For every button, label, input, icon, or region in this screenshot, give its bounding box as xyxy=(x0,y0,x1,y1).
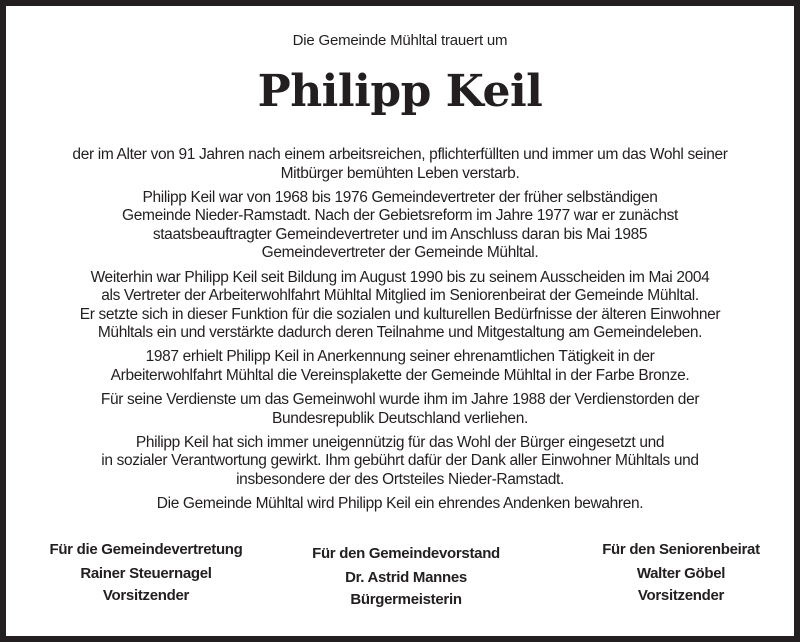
signature-for: Für den Seniorenbeirat xyxy=(602,541,760,558)
signature-role: Bürgermeisterin xyxy=(350,591,462,608)
deceased-name: Philipp Keil xyxy=(257,66,543,117)
signature-gemeindevorstand xyxy=(276,543,536,611)
intro-line: Die Gemeinde Mühltal trauert um xyxy=(292,32,508,49)
text-line: Die Gemeinde Mühltal wird Philipp Keil ein ehrendes Andenken bewahren. xyxy=(156,495,644,513)
text-line: Mitbürger bemühten Leben verstarb. xyxy=(280,164,520,182)
paragraph xyxy=(6,146,794,183)
paragraph xyxy=(6,391,794,428)
text-line: staatsbeauftragter Gemeindevertreter und im Anschluss daran bis Mai 1985 xyxy=(152,225,648,243)
signature-role: Vorsitzender xyxy=(102,587,190,604)
signature-for: Für den Gemeindevorstand xyxy=(312,545,500,562)
text-line: in sozialer Verantwortung gewirkt. Ihm gebührt dafür der Dank aller Einwohner Mühltals und xyxy=(101,452,699,470)
text-line: der im Alter von 91 Jahren nach einem arbeitsreichen, pflichterfüllten und immer um das Wohl seiner xyxy=(72,146,728,163)
signature-seniorenbeirat xyxy=(551,539,800,607)
signature-role: Vorsitzender xyxy=(637,587,725,604)
text-line: Philipp Keil hat sich immer uneigennützig für das Wohl der Bürger eingesetzt und xyxy=(135,433,665,451)
paragraph xyxy=(6,189,794,263)
text-line: Gemeinde Nieder-Ramstadt. Nach der Gebietsreform im Jahre 1977 war er zunächst xyxy=(122,207,678,225)
text-line: Er setzte sich in dieser Funktion für die sozialen und kulturellen Bedürfnisse der älteren Einwohner xyxy=(79,305,721,323)
text-line: Für seine Verdienste um das Gemeinwohl wurde ihm im Jahre 1988 der Verdienstorden der xyxy=(100,391,700,409)
paragraph xyxy=(6,434,794,490)
text-line: Mühltals ein und verstärkte dadurch deren Teilnahme und Mitgestaltung am Gemeindeleben. xyxy=(97,324,703,342)
signature-for: Für die Gemeindevertretung xyxy=(49,541,243,558)
signature-name: Rainer Steuernagel xyxy=(80,565,212,582)
text-line: Philipp Keil war von 1968 bis 1976 Gemeindevertreter der früher selbständigen xyxy=(142,188,658,206)
paragraph xyxy=(6,269,794,343)
obituary-text xyxy=(6,146,794,519)
text-line: Gemeindevertreter der Gemeinde Mühltal. xyxy=(261,244,539,262)
signature-gemeindevertretung xyxy=(16,539,276,607)
text-line: als Vertreter der Arbeiterwohlfahrt Mühltal Mitglied im Seniorenbeirat der Gemeinde Mühltal. xyxy=(101,287,699,305)
text-line: 1987 erhielt Philipp Keil in Anerkennung seiner ehrenamtlichen Tätigkeit in der xyxy=(145,348,655,366)
text-line: Weiterhin war Philipp Keil seit Bildung im August 1990 bis zu seinem Ausscheiden im Mai 2004 xyxy=(90,268,710,286)
text-line: insbesondere der des Ortsteiles Nieder-Ramstadt. xyxy=(236,471,564,488)
text-line: Bundesrepublik Deutschland verliehen. xyxy=(272,409,528,427)
signature-name: Dr. Astrid Mannes xyxy=(345,569,467,586)
signature-name: Walter Göbel xyxy=(636,565,726,582)
paragraph xyxy=(6,348,794,385)
text-line: Arbeiterwohlfahrt Mühltal die Vereinsplakette der Gemeinde Mühltal in der Farbe Bronze. xyxy=(110,367,690,385)
paragraph xyxy=(6,495,794,514)
